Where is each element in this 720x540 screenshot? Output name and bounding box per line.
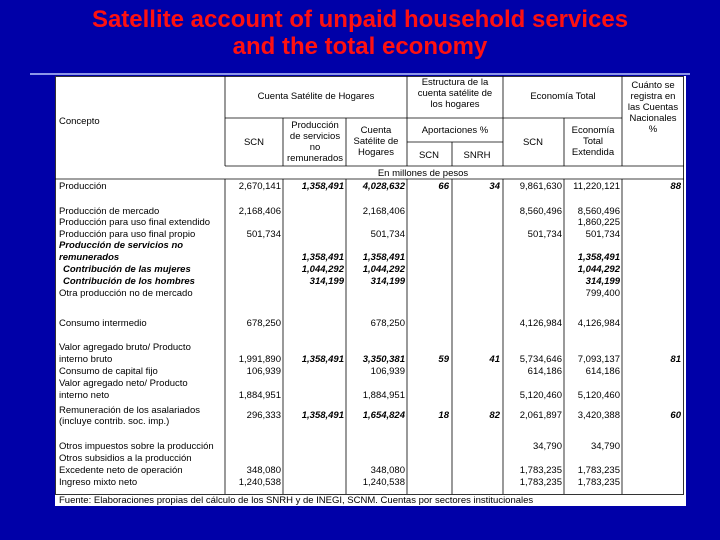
table-row bbox=[63, 264, 621, 275]
cell-csh: 314,199 bbox=[370, 276, 405, 287]
table-row bbox=[59, 465, 620, 476]
header-cuanto-line-5: % bbox=[648, 124, 658, 135]
cell-eco-ext: 501,734 bbox=[585, 229, 620, 240]
cell-eco-scn: 1,783,235 bbox=[519, 465, 562, 476]
table-row bbox=[59, 416, 169, 427]
row-label: Otra producción no de mercado bbox=[59, 288, 193, 299]
cell-scn: 348,080 bbox=[246, 465, 281, 476]
table-row bbox=[59, 441, 620, 452]
cell-eco-ext: 5,120,460 bbox=[577, 390, 620, 401]
header-csh-line-1: Cuenta bbox=[360, 125, 392, 136]
header-csh-line-3: Hogares bbox=[358, 147, 394, 158]
header-units: En millones de pesos bbox=[377, 168, 469, 179]
row-label: Valor agregado neto/ Producto bbox=[59, 378, 188, 389]
header-economia-total-group: Economía Total bbox=[530, 91, 596, 102]
row-label: Producción de servicios no bbox=[59, 240, 184, 251]
cell-scn: 296,333 bbox=[246, 410, 281, 421]
cell-eco-ext: 7,093,137 bbox=[577, 354, 620, 365]
cell-prod: 1,044,292 bbox=[301, 264, 344, 275]
row-label: Contribución de las mujeres bbox=[63, 264, 191, 275]
slide-title-line-2: and the total economy bbox=[232, 33, 488, 60]
cell-pct: 88 bbox=[670, 181, 681, 192]
header-cuanto-line-1: Cuánto se bbox=[631, 80, 675, 91]
row-label: interno bruto bbox=[59, 354, 113, 365]
header-eco-ext-line-2: Total bbox=[582, 136, 604, 147]
cell-eco-ext: 4,126,984 bbox=[577, 318, 620, 329]
cell-eco-scn: 501,734 bbox=[527, 229, 562, 240]
source-note: Fuente: Elaboraciones propias del cálculo de los SNRH y de INEGI, SCNM. Cuentas por sectores institucionales bbox=[59, 495, 534, 506]
cell-csh: 1,358,491 bbox=[362, 252, 405, 263]
cell-scn: 501,734 bbox=[246, 229, 281, 240]
cell-scn: 2,670,141 bbox=[238, 181, 281, 192]
cell-scn: 1,991,890 bbox=[238, 354, 281, 365]
slide-title bbox=[0, 6, 720, 60]
header-prod-serv-line-3: no bbox=[309, 142, 321, 153]
row-label: Valor agregado bruto/ Producto bbox=[59, 342, 191, 353]
row-label: Producción bbox=[59, 181, 107, 192]
cell-csh: 1,044,292 bbox=[362, 264, 405, 275]
cell-eco-scn: 4,126,984 bbox=[519, 318, 562, 329]
cell-eco-scn: 5,120,460 bbox=[519, 390, 562, 401]
header-prod-serv-line-1: Producción bbox=[291, 120, 339, 131]
cell-prod: 1,358,491 bbox=[301, 181, 344, 192]
header-scn: SCN bbox=[243, 137, 265, 148]
header-estructura-line-2: cuenta satélite de bbox=[417, 88, 493, 99]
table-row bbox=[59, 240, 183, 251]
header-cuanto-line-3: las Cuentas bbox=[627, 102, 679, 113]
cell-eco-ext: 614,186 bbox=[585, 366, 620, 377]
header-csh-line-2: Satélite de bbox=[353, 136, 399, 147]
cell-ap-scn: 18 bbox=[438, 410, 449, 421]
cell-csh: 678,250 bbox=[370, 318, 405, 329]
cell-eco-ext: 1,860,225 bbox=[577, 217, 620, 228]
row-label: Producción para uso final propio bbox=[59, 229, 196, 240]
table-row bbox=[59, 252, 620, 263]
header-prod-serv-line-2: de servicios bbox=[289, 131, 341, 142]
row-label: Otros impuestos sobre la producción bbox=[59, 441, 214, 452]
cell-scn: 1,240,538 bbox=[238, 477, 281, 488]
cell-csh: 348,080 bbox=[370, 465, 405, 476]
table-row bbox=[59, 206, 620, 217]
table-row bbox=[63, 276, 621, 287]
cell-csh: 106,939 bbox=[370, 366, 405, 377]
header-estructura-line-1: Estructura de la bbox=[421, 77, 489, 88]
cell-eco-scn: 34,790 bbox=[532, 441, 562, 452]
table-row bbox=[59, 318, 620, 329]
cell-csh: 501,734 bbox=[370, 229, 405, 240]
row-label: Contribución de los hombres bbox=[63, 276, 195, 287]
header-cuenta-satelite-group: Cuenta Satélite de Hogares bbox=[257, 91, 375, 102]
cell-scn: 678,250 bbox=[246, 318, 281, 329]
cell-scn: 1,884,951 bbox=[238, 390, 281, 401]
slide-title-line-1: Satellite account of unpaid household services bbox=[91, 6, 629, 33]
header-eco-scn: SCN bbox=[522, 137, 544, 148]
title-divider bbox=[30, 73, 690, 75]
cell-eco-scn: 9,861,630 bbox=[519, 181, 562, 192]
row-label: Consumo intermedio bbox=[59, 318, 147, 329]
cell-eco-scn: 5,734,646 bbox=[519, 354, 562, 365]
cell-eco-ext: 3,420,388 bbox=[577, 410, 620, 421]
row-label: (incluye contrib. soc. imp.) bbox=[59, 416, 170, 427]
cell-ap-snrh: 41 bbox=[489, 354, 500, 365]
header-eco-ext-line-1: Economía bbox=[571, 125, 615, 136]
cell-prod: 314,199 bbox=[309, 276, 344, 287]
header-cuanto-line-4: Nacionales bbox=[629, 113, 677, 124]
row-label: Producción para uso final extendido bbox=[59, 217, 211, 228]
table-row bbox=[59, 342, 191, 353]
row-label: Producción de mercado bbox=[59, 206, 160, 217]
cell-ap-snrh: 34 bbox=[489, 181, 500, 192]
cell-eco-ext: 11,220,121 bbox=[573, 181, 620, 192]
table-body bbox=[59, 181, 682, 488]
table-row bbox=[59, 477, 620, 488]
header-prod-serv-line-4: remunerados bbox=[287, 153, 343, 164]
cell-eco-ext: 1,044,292 bbox=[577, 264, 620, 275]
header-cuanto-line-2: registra en bbox=[630, 91, 676, 102]
header-aportaciones: Aportaciones % bbox=[421, 125, 489, 136]
cell-eco-ext: 799,400 bbox=[585, 288, 620, 299]
table-row bbox=[59, 366, 620, 377]
cell-eco-ext: 1,358,491 bbox=[577, 252, 620, 263]
row-label: Otros subsidios a la producción bbox=[59, 453, 192, 464]
cell-pct: 81 bbox=[670, 354, 681, 365]
row-label: remunerados bbox=[59, 252, 120, 263]
header-ap-scn: SCN bbox=[418, 150, 440, 161]
cell-eco-scn: 8,560,496 bbox=[519, 206, 562, 217]
header-estructura-line-3: los hogares bbox=[430, 99, 480, 110]
cell-eco-ext: 314,199 bbox=[585, 276, 620, 287]
cell-scn: 106,939 bbox=[246, 366, 281, 377]
cell-eco-scn: 614,186 bbox=[527, 366, 562, 377]
cell-prod: 1,358,491 bbox=[301, 410, 344, 421]
table-row bbox=[59, 453, 192, 464]
cell-prod: 1,358,491 bbox=[301, 252, 344, 263]
cell-eco-ext: 1,783,235 bbox=[577, 465, 620, 476]
row-label: Remuneración de los asalariados bbox=[59, 405, 200, 416]
cell-csh: 1,240,538 bbox=[362, 477, 405, 488]
header-concepto: Concepto bbox=[59, 116, 100, 127]
cell-csh: 4,028,632 bbox=[362, 181, 405, 192]
cell-prod: 1,358,491 bbox=[301, 354, 344, 365]
cell-ap-scn: 66 bbox=[438, 181, 449, 192]
data-table bbox=[55, 76, 686, 506]
table-row bbox=[59, 217, 620, 228]
cell-eco-ext: 1,783,235 bbox=[577, 477, 620, 488]
header-eco-ext-line-3: Extendida bbox=[571, 147, 615, 158]
table-row bbox=[59, 378, 188, 389]
cell-ap-scn: 59 bbox=[438, 354, 449, 365]
table-row bbox=[59, 288, 620, 299]
cell-eco-scn: 1,783,235 bbox=[519, 477, 562, 488]
row-label: Consumo de capital fijo bbox=[59, 366, 158, 377]
cell-eco-ext: 34,790 bbox=[590, 441, 620, 452]
cell-csh: 2,168,406 bbox=[362, 206, 405, 217]
row-label: interno neto bbox=[59, 390, 110, 401]
table-row bbox=[59, 354, 681, 365]
cell-pct: 60 bbox=[670, 410, 681, 421]
cell-scn: 2,168,406 bbox=[238, 206, 281, 217]
cell-eco-ext: 8,560,496 bbox=[577, 206, 620, 217]
table-row bbox=[59, 181, 682, 192]
header-ap-snrh: SNRH bbox=[463, 150, 491, 161]
table-row bbox=[59, 229, 620, 240]
cell-csh: 1,884,951 bbox=[362, 390, 405, 401]
cell-csh: 1,654,824 bbox=[362, 410, 405, 421]
cell-csh: 3,350,381 bbox=[362, 354, 405, 365]
table-row bbox=[59, 390, 620, 401]
cell-eco-scn: 2,061,897 bbox=[519, 410, 562, 421]
cell-ap-snrh: 82 bbox=[489, 410, 500, 421]
row-label: Ingreso mixto neto bbox=[59, 477, 138, 488]
row-label: Excedente neto de operación bbox=[59, 465, 183, 476]
